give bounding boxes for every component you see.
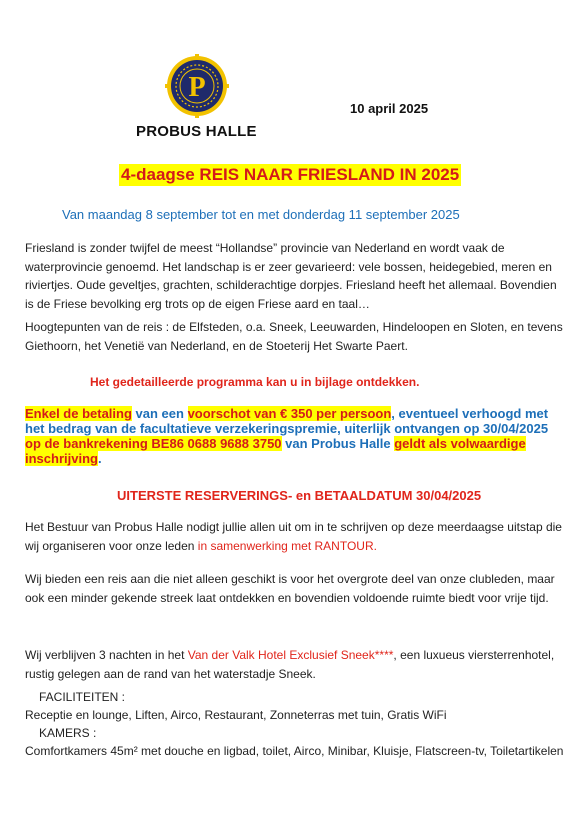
deadline-heading: UITERSTE RESERVERINGS- en BETAALDATUM 30/04/2025: [117, 488, 482, 503]
highlights-paragraph: Hoogtepunten van de reis : de Elfsteden, o.a. Sneek, Leeuwarden, Hindeloopen en Sloten, en tevens Giethoorn, het Venetië van Nederland, en de Stoeterij Het Swarte Paert.: [25, 320, 563, 353]
payment-text-1: van een: [131, 406, 188, 421]
document-date: 10 april 2025: [350, 101, 429, 116]
club-name: PROBUS HALLE: [136, 123, 257, 140]
program-note: Het gedetailleerde programma kan u in bijlage ontdekken.: [90, 375, 420, 389]
payment-highlight-4: geldt als volwaardige inschrijving: [25, 436, 526, 466]
hotel-post: , een luxueus viersterrenhotel, rustig gelegen aan de rand van het waterstadje Sneek.: [25, 648, 555, 681]
facilities-section: [25, 688, 570, 760]
facilities-heading: FACILITEITEN :: [39, 690, 126, 704]
rooms-list: Comfortkamers 45m² met douche en ligbad, toilet, Airco, Minibar, Kluisje, Flatscreen-tv, Toiletartikelen: [25, 744, 564, 758]
hotel-paragraph: [25, 646, 565, 683]
logo-letter: P: [188, 72, 206, 103]
intro-paragraph: Friesland is zonder twijfel de meest “Hollandse” provincie van Nederland en wordt vaak de waterprovincie genoemd. Het landschap is er zeer gevarieerd: vele bossen, heidegebied, meren en riviertjes. Oude geveltjes, grachten, schilderachtige dorpjes. Friesland heeft het allemaal. Bovendien is de Friese bevolking erg trots op de eigen Friese aard en taal…: [25, 241, 557, 311]
payment-paragraph: [25, 406, 565, 466]
payment-highlight-3: op de bankrekening BE86 0688 9688 3750: [25, 436, 282, 451]
page-title: 4-daagse REIS NAAR FRIESLAND IN 2025: [121, 165, 460, 184]
payment-text-4: .: [97, 451, 102, 466]
payment-text-3: van Probus Halle: [281, 436, 395, 451]
hotel-name: Van der Valk Hotel Exclusief Sneek****: [187, 648, 394, 662]
payment-highlight-2: voorschot van € 350 per persoon: [187, 406, 392, 421]
board-text: Het Bestuur van Probus Halle nodigt jullie allen uit om in te schrijven op deze meerdaagse uitstap die wij organiseren voor onze leden: [25, 520, 562, 553]
payment-highlight-1: Enkel de betaling: [25, 406, 132, 421]
facilities-list: Receptie en lounge, Liften, Airco, Restaurant, Zonneterras met tuin, Gratis WiFi: [25, 708, 447, 722]
board-paragraph: [25, 518, 565, 555]
probus-logo: [165, 54, 229, 118]
trip-dates: Van maandag 8 september tot en met donderdag 11 september 2025: [62, 207, 460, 222]
hotel-pre: Wij verblijven 3 nachten in het: [25, 648, 188, 662]
board-partner: in samenwerking met RANTOUR.: [197, 538, 377, 553]
offer-paragraph: Wij bieden een reis aan die niet alleen geschikt is voor het overgrote deel van onze clubleden, maar ook een minder gekende streek laat ontdekken en bovendien voldoende ruimte biedt voor vrije tijd.: [25, 572, 555, 605]
payment-text-2: , eventueel verhoogd met het bedrag van de facultatieve verzekeringspremie, uiterlijk ontvangen op 30/04/2025: [25, 406, 549, 436]
rooms-heading: KAMERS :: [39, 726, 97, 740]
